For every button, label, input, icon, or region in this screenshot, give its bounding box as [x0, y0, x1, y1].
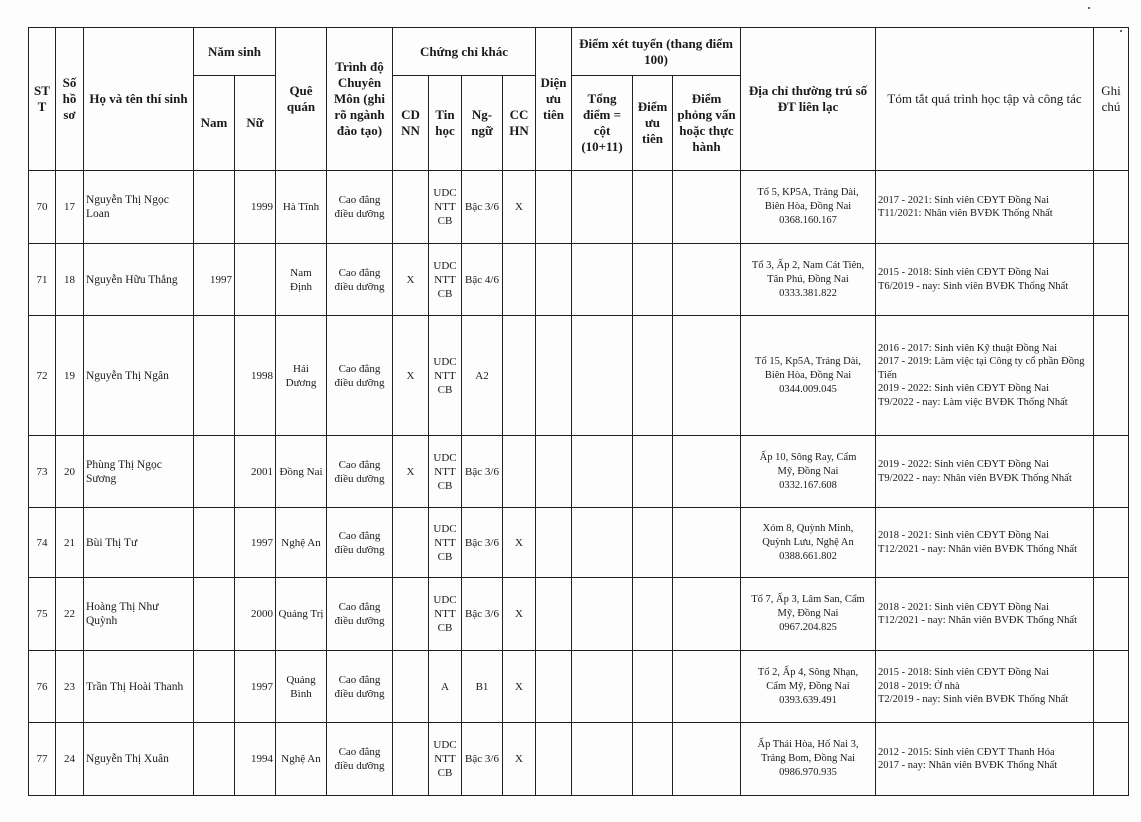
cell-stt: 71: [29, 244, 56, 316]
table-row: [29, 723, 1129, 796]
history-line: T9/2022 - nay: Làm việc BVĐK Thống Nhất: [878, 396, 1068, 408]
cell-ngoai-ngu: Bậc 4/6: [462, 244, 503, 316]
table-row: [29, 244, 1129, 316]
address-line: Mỹ, Đồng Nai: [777, 608, 839, 619]
history-line: 2018 - 2021: Sinh viên CĐYT Đồng Nai: [878, 530, 1050, 541]
cell-ngoai-ngu: Bậc 3/6: [462, 508, 503, 578]
cell-ghi-chu: [1094, 651, 1129, 723]
cell-dien-uu-tien: [536, 171, 572, 244]
cell-so-ho-so: 20: [56, 436, 84, 508]
col-tin-hoc: Tin học: [429, 76, 462, 171]
history-line: 2019 - 2022: Sinh viên CĐYT Đồng Nai: [878, 459, 1050, 470]
cell-dien-uu-tien: [536, 578, 572, 651]
table-row: [29, 508, 1129, 578]
cell-trinh-do: Cao đẳng điều dưỡng: [327, 171, 393, 244]
cell-trinh-do: Cao đẳng điều dưỡng: [327, 508, 393, 578]
cell-cdnn: X: [393, 244, 429, 316]
cell-stt: 74: [29, 508, 56, 578]
cell-trinh-do: Cao đẳng điều dưỡng: [327, 578, 393, 651]
col-nu: Nữ: [235, 76, 276, 171]
cell-ho-ten: Hoàng Thị Như Quỳnh: [84, 578, 194, 651]
cell-tom-tat: [876, 316, 1094, 436]
cell-tin-hoc: UDC NTT CB: [429, 436, 462, 508]
address-line: Trảng Bom, Đồng Nai: [760, 753, 856, 764]
address-line: 0344.009.045: [779, 383, 837, 395]
cell-ho-ten: Phùng Thị Ngọc Sương: [84, 436, 194, 508]
table-row: [29, 171, 1129, 244]
col-trinh-do: Trình độ Chuyên Môn (ghi rõ ngành đào tạo): [327, 28, 393, 171]
cell-ghi-chu: [1094, 578, 1129, 651]
address-line: Biên Hòa, Đồng Nai: [764, 201, 852, 212]
cell-dia-chi: [741, 244, 876, 316]
cell-cchn: [503, 244, 536, 316]
cell-tin-hoc: UDC NTT CB: [429, 171, 462, 244]
cell-tin-hoc: UDC NTT CB: [429, 316, 462, 436]
cell-diem-uu-tien: [633, 723, 673, 796]
cell-que-quan: Hà Tĩnh: [276, 171, 327, 244]
candidate-table: [28, 27, 1129, 796]
history-line: T12/2021 - nay: Nhân viên BVĐK Thống Nhất: [878, 615, 1077, 626]
cell-nam: [194, 508, 235, 578]
cell-cchn: X: [503, 578, 536, 651]
address-line: 0967.204.825: [779, 622, 837, 633]
table-row: [29, 651, 1129, 723]
col-stt: ST T: [29, 28, 56, 171]
address-line: Ấp Thái Hòa, Hố Nai 3,: [757, 739, 859, 750]
cell-nam: [194, 578, 235, 651]
cell-tin-hoc: UDC NTT CB: [429, 244, 462, 316]
cell-diem-uu-tien: [633, 436, 673, 508]
cell-nu: 1999: [235, 171, 276, 244]
cell-dien-uu-tien: [536, 244, 572, 316]
cell-tong-diem: [572, 316, 633, 436]
cell-so-ho-so: 21: [56, 508, 84, 578]
address-line: 0393.639.491: [779, 694, 837, 706]
address-line: 0986.970.935: [779, 767, 837, 778]
cell-ghi-chu: [1094, 508, 1129, 578]
table-row: [29, 316, 1129, 436]
history-line: 2017 - 2019: Làm việc tại Công ty cổ phần Đồng Tiến: [878, 356, 1085, 381]
cell-nu: 1997: [235, 651, 276, 723]
cell-diem-phong-van: [673, 244, 741, 316]
cell-tin-hoc: A: [429, 651, 462, 723]
cell-que-quan: Nam Định: [276, 244, 327, 316]
cell-que-quan: Quảng Bình: [276, 651, 327, 723]
col-cdnn: CD NN: [393, 76, 429, 171]
address-line: Biên Hòa, Đồng Nai: [764, 369, 852, 381]
address-line: Tổ 2, Ấp 4, Sông Nhạn,: [757, 666, 859, 678]
history-line: 2018 - 2021: Sinh viên CĐYT Đồng Nai: [878, 601, 1050, 613]
cell-diem-uu-tien: [633, 316, 673, 436]
col-so-ho-so: Số hồ sơ: [56, 28, 84, 171]
cell-ghi-chu: [1094, 244, 1129, 316]
cell-ho-ten: Bùi Thị Tư: [84, 508, 194, 578]
history-line: 2017 - 2021: Sinh viên CĐYT Đồng Nai: [878, 194, 1050, 206]
cell-tong-diem: [572, 436, 633, 508]
cell-tong-diem: [572, 651, 633, 723]
cell-stt: 70: [29, 171, 56, 244]
cell-nu: 1997: [235, 508, 276, 578]
cell-ho-ten: Nguyễn Thị Ngọc Loan: [84, 171, 194, 244]
cell-ngoai-ngu: Bậc 3/6: [462, 578, 503, 651]
cell-cdnn: [393, 508, 429, 578]
cell-que-quan: Quảng Trị: [276, 578, 327, 651]
col-dien-uu-tien: Diện ưu tiên: [536, 28, 572, 171]
col-cchn: CC HN: [503, 76, 536, 171]
cell-trinh-do: Cao đẳng điều dưỡng: [327, 651, 393, 723]
cell-diem-phong-van: [673, 316, 741, 436]
cell-nam: [194, 171, 235, 244]
cell-diem-phong-van: [673, 723, 741, 796]
col-dia-chi: Địa chỉ thường trú số ĐT liên lạc: [741, 28, 876, 171]
cell-ghi-chu: [1094, 171, 1129, 244]
cell-so-ho-so: 19: [56, 316, 84, 436]
cell-dien-uu-tien: [536, 436, 572, 508]
cell-nu: 1994: [235, 723, 276, 796]
cell-nam: [194, 436, 235, 508]
cell-tong-diem: [572, 578, 633, 651]
cell-tom-tat: [876, 578, 1094, 651]
col-tom-tat: Tóm tắt quá trình học tập và công tác: [876, 28, 1094, 171]
address-line: Tổ 3, Ấp 2, Nam Cát Tiên,: [751, 259, 865, 271]
col-nam-sinh: Năm sinh: [194, 28, 276, 76]
col-ngoai-ngu: Ng- ngữ: [462, 76, 503, 171]
col-diem-phong-van: Điểm phỏng vấn hoặc thực hành: [673, 76, 741, 171]
col-diem-uu-tien: Điểm ưu tiên: [633, 76, 673, 171]
cell-cdnn: [393, 578, 429, 651]
history-line: T11/2021: Nhân viên BVĐK Thống Nhất: [878, 208, 1053, 219]
cell-dien-uu-tien: [536, 508, 572, 578]
col-chung-chi-khac: Chứng chỉ khác: [393, 28, 536, 76]
address-line: 0332.167.608: [779, 479, 837, 491]
cell-cchn: [503, 436, 536, 508]
table-body: [29, 171, 1129, 796]
cell-ngoai-ngu: Bậc 3/6: [462, 723, 503, 796]
cell-tom-tat: [876, 171, 1094, 244]
cell-diem-phong-van: [673, 578, 741, 651]
col-ho-ten: Họ và tên thí sinh: [84, 28, 194, 171]
cell-nu: [235, 244, 276, 316]
cell-nu: 2001: [235, 436, 276, 508]
col-tong-diem: Tổng điểm = cột (10+11): [572, 76, 633, 171]
cell-trinh-do: Cao đẳng điều dưỡng: [327, 244, 393, 316]
history-line: T2/2019 - nay: Sinh viên BVĐK Thống Nhất: [878, 694, 1069, 706]
cell-tin-hoc: UDC NTT CB: [429, 508, 462, 578]
cell-diem-uu-tien: [633, 244, 673, 316]
cell-nam: [194, 316, 235, 436]
table-row: [29, 436, 1129, 508]
history-line: 2017 - nay: Nhân viên BVĐK Thống Nhất: [878, 760, 1058, 771]
history-line: T6/2019 - nay: Sinh viên BVĐK Thống Nhất: [878, 280, 1069, 292]
cell-nu: 2000: [235, 578, 276, 651]
cell-tom-tat: [876, 651, 1094, 723]
cell-ngoai-ngu: A2: [462, 316, 503, 436]
cell-ho-ten: Nguyễn Hữu Thắng: [84, 244, 194, 316]
cell-tom-tat: [876, 508, 1094, 578]
cell-tin-hoc: UDC NTT CB: [429, 578, 462, 651]
address-line: Xóm 8, Quỳnh Minh,: [762, 522, 854, 534]
cell-stt: 72: [29, 316, 56, 436]
address-line: Ấp 10, Sông Ray, Cẩm: [759, 451, 857, 463]
history-line: T9/2022 - nay: Nhân viên BVĐK Thống Nhất: [878, 472, 1072, 484]
cell-tong-diem: [572, 508, 633, 578]
cell-nam: [194, 723, 235, 796]
address-line: Quỳnh Lưu, Nghệ An: [762, 536, 854, 548]
cell-dia-chi: [741, 508, 876, 578]
cell-ghi-chu: [1094, 723, 1129, 796]
history-line: 2012 - 2015: Sinh viên CĐYT Thanh Hóa: [878, 746, 1055, 758]
cell-diem-uu-tien: [633, 171, 673, 244]
address-line: Tổ 15, Kp5A, Trảng Dài,: [755, 355, 861, 367]
address-line: 0388.661.802: [779, 550, 837, 562]
cell-dia-chi: [741, 578, 876, 651]
cell-diem-uu-tien: [633, 578, 673, 651]
cell-so-ho-so: 23: [56, 651, 84, 723]
cell-so-ho-so: 24: [56, 723, 84, 796]
table-row: [29, 578, 1129, 651]
cell-cchn: X: [503, 651, 536, 723]
cell-cchn: [503, 316, 536, 436]
cell-cdnn: [393, 171, 429, 244]
cell-stt: 76: [29, 651, 56, 723]
history-line: 2018 - 2019: Ở nhà: [878, 680, 960, 692]
address-line: Mỹ, Đồng Nai: [777, 465, 839, 477]
cell-stt: 73: [29, 436, 56, 508]
cell-ho-ten: Trần Thị Hoài Thanh: [84, 651, 194, 723]
cell-diem-uu-tien: [633, 651, 673, 723]
cell-nam: [194, 651, 235, 723]
cell-diem-phong-van: [673, 171, 741, 244]
cell-ngoai-ngu: B1: [462, 651, 503, 723]
cell-que-quan: Nghệ An: [276, 723, 327, 796]
cell-so-ho-so: 22: [56, 578, 84, 651]
scan-speck: [1088, 7, 1090, 9]
cell-ho-ten: Nguyễn Thị Xuân: [84, 723, 194, 796]
cell-ghi-chu: [1094, 436, 1129, 508]
history-line: 2015 - 2018: Sinh viên CĐYT Đồng Nai: [878, 667, 1050, 679]
address-line: Tổ 7, Ấp 3, Lâm San, Cẩm: [751, 594, 865, 605]
cell-cchn: X: [503, 508, 536, 578]
cell-dien-uu-tien: [536, 316, 572, 436]
cell-diem-phong-van: [673, 651, 741, 723]
history-line: 2016 - 2017: Sinh viên Kỹ thuật Đồng Nai: [878, 342, 1058, 354]
cell-cchn: X: [503, 723, 536, 796]
cell-trinh-do: Cao đẳng điều dưỡng: [327, 436, 393, 508]
cell-diem-phong-van: [673, 436, 741, 508]
cell-tom-tat: [876, 723, 1094, 796]
cell-cdnn: X: [393, 316, 429, 436]
cell-tom-tat: [876, 436, 1094, 508]
cell-tong-diem: [572, 244, 633, 316]
col-nam: Nam: [194, 76, 235, 171]
cell-que-quan: Đồng Nai: [276, 436, 327, 508]
cell-nu: 1998: [235, 316, 276, 436]
address-line: Cẩm Mỹ, Đồng Nai: [766, 680, 850, 692]
cell-dien-uu-tien: [536, 651, 572, 723]
cell-stt: 75: [29, 578, 56, 651]
cell-stt: 77: [29, 723, 56, 796]
col-que-quan: Quê quán: [276, 28, 327, 171]
cell-dia-chi: [741, 651, 876, 723]
address-line: 0368.160.167: [779, 215, 837, 226]
col-diem-xet-tuyen: Điểm xét tuyển (thang điểm 100): [572, 28, 741, 76]
cell-ngoai-ngu: Bậc 3/6: [462, 171, 503, 244]
cell-trinh-do: Cao đẳng điều dưỡng: [327, 316, 393, 436]
table-header: [29, 28, 1129, 171]
cell-dia-chi: [741, 171, 876, 244]
cell-que-quan: Hải Dương: [276, 316, 327, 436]
cell-dia-chi: [741, 436, 876, 508]
col-ghi-chu: Ghi chú: [1094, 28, 1129, 171]
address-line: 0333.381.822: [779, 287, 837, 299]
address-line: Tổ 5, KP5A, Trảng Dài,: [757, 187, 859, 198]
history-line: T12/2021 - nay: Nhân viên BVĐK Thống Nhất: [878, 543, 1077, 555]
cell-trinh-do: Cao đẳng điều dưỡng: [327, 723, 393, 796]
cell-ho-ten: Nguyễn Thị Ngân: [84, 316, 194, 436]
cell-tong-diem: [572, 723, 633, 796]
cell-cchn: X: [503, 171, 536, 244]
cell-so-ho-so: 17: [56, 171, 84, 244]
cell-tin-hoc: UDC NTT CB: [429, 723, 462, 796]
cell-cdnn: [393, 723, 429, 796]
cell-que-quan: Nghệ An: [276, 508, 327, 578]
address-line: Tân Phú, Đồng Nai: [767, 273, 849, 285]
cell-tom-tat: [876, 244, 1094, 316]
cell-dien-uu-tien: [536, 723, 572, 796]
history-line: 2015 - 2018: Sinh viên CĐYT Đồng Nai: [878, 267, 1050, 278]
cell-dia-chi: [741, 316, 876, 436]
cell-cdnn: [393, 651, 429, 723]
cell-so-ho-so: 18: [56, 244, 84, 316]
cell-dia-chi: [741, 723, 876, 796]
cell-nam: 1997: [194, 244, 235, 316]
cell-diem-phong-van: [673, 508, 741, 578]
history-line: 2019 - 2022: Sinh viên CĐYT Đồng Nai: [878, 383, 1050, 395]
cell-tong-diem: [572, 171, 633, 244]
cell-ghi-chu: [1094, 316, 1129, 436]
cell-diem-uu-tien: [633, 508, 673, 578]
cell-cdnn: X: [393, 436, 429, 508]
cell-ngoai-ngu: Bậc 3/6: [462, 436, 503, 508]
